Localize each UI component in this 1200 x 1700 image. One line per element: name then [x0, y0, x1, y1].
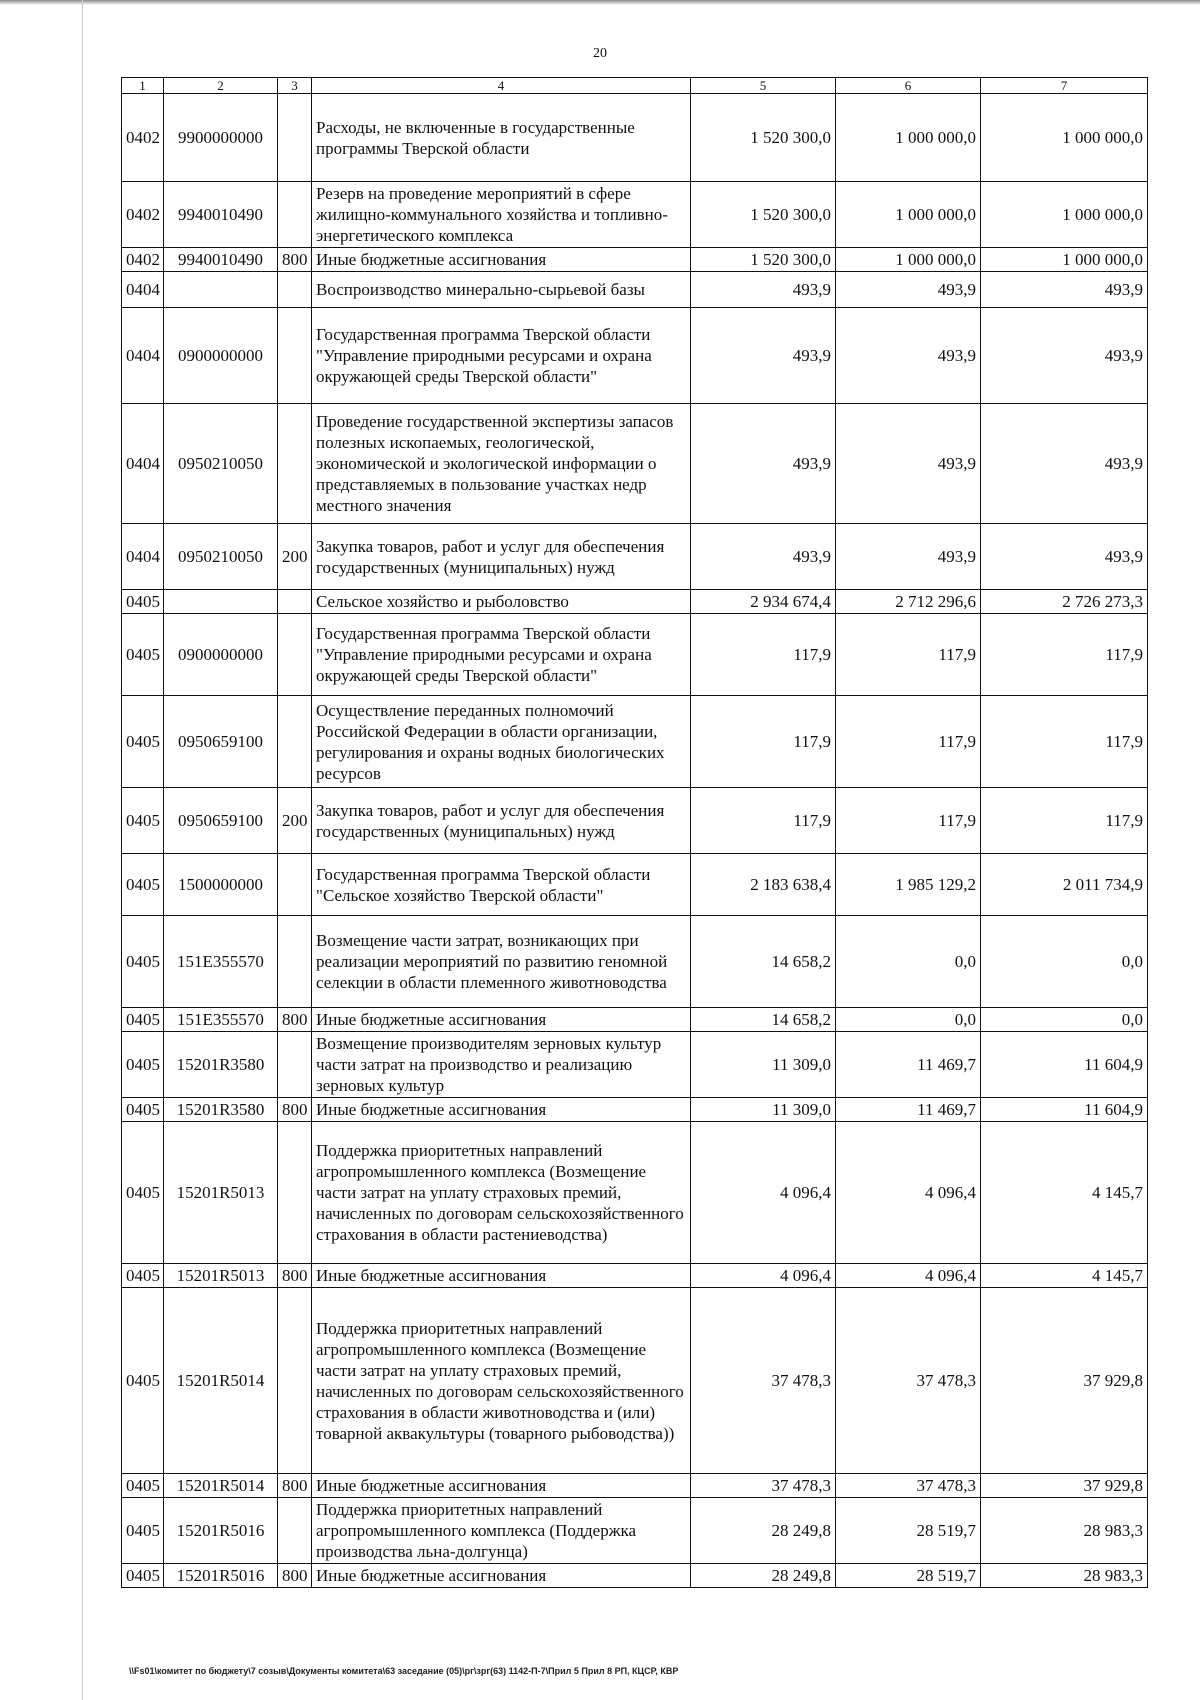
section-code: 0402 — [122, 248, 164, 272]
amount-year-3: 11 604,9 — [981, 1098, 1148, 1122]
amount-year-3: 0,0 — [981, 916, 1148, 1008]
table-row — [122, 248, 1148, 272]
table-row — [122, 94, 1148, 182]
target-article-code: 0950210050 — [164, 404, 278, 524]
expense-type-code — [278, 1288, 312, 1474]
amount-year-3: 117,9 — [981, 614, 1148, 696]
target-article-code — [164, 272, 278, 308]
amount-year-2: 0,0 — [836, 1008, 981, 1032]
amount-year-2: 493,9 — [836, 308, 981, 404]
amount-year-3: 117,9 — [981, 696, 1148, 788]
target-article-code: 15201R5014 — [164, 1288, 278, 1474]
section-code: 0402 — [122, 182, 164, 248]
amount-year-3: 1 000 000,0 — [981, 182, 1148, 248]
item-name: Осуществление переданных полномочий Российской Федерации в области организации, регулирования и охраны водных биологических ресурсов — [312, 696, 691, 788]
amount-year-2: 117,9 — [836, 614, 981, 696]
amount-year-1: 28 249,8 — [691, 1564, 836, 1588]
amount-year-2: 1 985 129,2 — [836, 854, 981, 916]
amount-year-1: 11 309,0 — [691, 1098, 836, 1122]
amount-year-2: 37 478,3 — [836, 1474, 981, 1498]
section-code: 0404 — [122, 272, 164, 308]
section-code: 0405 — [122, 1564, 164, 1588]
amount-year-3: 4 145,7 — [981, 1122, 1148, 1264]
amount-year-3: 2 726 273,3 — [981, 590, 1148, 614]
table-row — [122, 1008, 1148, 1032]
amount-year-1: 493,9 — [691, 524, 836, 590]
section-code: 0405 — [122, 696, 164, 788]
amount-year-2: 1 000 000,0 — [836, 94, 981, 182]
item-name: Воспроизводство минерально-сырьевой базы — [312, 272, 691, 308]
item-name: Сельское хозяйство и рыболовство — [312, 590, 691, 614]
item-name: Поддержка приоритетных направлений агропромышленного комплекса (Возмещение части затрат на уплату страховых премий, начисленных по договорам сельскохозяйственного страхования в области растениеводства) — [312, 1122, 691, 1264]
item-name: Резерв на проведение мероприятий в сфере жилищно-коммунального хозяйства и топливно-энергетического комплекса — [312, 182, 691, 248]
budget-table — [121, 77, 1148, 1588]
amount-year-1: 493,9 — [691, 404, 836, 524]
table-row — [122, 1122, 1148, 1264]
expense-type-code — [278, 94, 312, 182]
amount-year-1: 493,9 — [691, 272, 836, 308]
expense-type-code — [278, 182, 312, 248]
amount-year-1: 1 520 300,0 — [691, 182, 836, 248]
expense-type-code — [278, 1122, 312, 1264]
header-cell: 2 — [164, 78, 278, 94]
amount-year-3: 4 145,7 — [981, 1264, 1148, 1288]
amount-year-3: 0,0 — [981, 1008, 1148, 1032]
item-name: Закупка товаров, работ и услуг для обеспечения государственных (муниципальных) нужд — [312, 788, 691, 854]
target-article-code: 0900000000 — [164, 614, 278, 696]
table-row — [122, 272, 1148, 308]
target-article-code — [164, 590, 278, 614]
page-number: 20 — [593, 46, 607, 61]
amount-year-2: 493,9 — [836, 524, 981, 590]
table-row — [122, 696, 1148, 788]
amount-year-3: 493,9 — [981, 404, 1148, 524]
amount-year-2: 493,9 — [836, 404, 981, 524]
item-name: Государственная программа Тверской области "Управление природными ресурсами и охрана окружающей среды Тверской области" — [312, 614, 691, 696]
amount-year-3: 117,9 — [981, 788, 1148, 854]
item-name: Иные бюджетные ассигнования — [312, 1564, 691, 1588]
table-row — [122, 1288, 1148, 1474]
item-name: Иные бюджетные ассигнования — [312, 1264, 691, 1288]
item-name: Иные бюджетные ассигнования — [312, 1474, 691, 1498]
amount-year-2: 11 469,7 — [836, 1098, 981, 1122]
header-cell: 1 — [122, 78, 164, 94]
header-cell: 7 — [981, 78, 1148, 94]
expense-type-code — [278, 404, 312, 524]
expense-type-code: 800 — [278, 1264, 312, 1288]
table-row — [122, 1032, 1148, 1098]
amount-year-2: 4 096,4 — [836, 1122, 981, 1264]
table-row — [122, 590, 1148, 614]
item-name: Расходы, не включенные в государственные программы Тверской области — [312, 94, 691, 182]
amount-year-2: 2 712 296,6 — [836, 590, 981, 614]
item-name: Иные бюджетные ассигнования — [312, 248, 691, 272]
table-row — [122, 788, 1148, 854]
expense-type-code — [278, 1498, 312, 1564]
table-row — [122, 854, 1148, 916]
section-code: 0405 — [122, 1122, 164, 1264]
amount-year-1: 28 249,8 — [691, 1498, 836, 1564]
section-code: 0405 — [122, 614, 164, 696]
expense-type-code — [278, 590, 312, 614]
scan-edge-left — [82, 0, 83, 1700]
amount-year-3: 493,9 — [981, 524, 1148, 590]
expense-type-code — [278, 308, 312, 404]
item-name: Возмещение производителям зерновых культур части затрат на производство и реализацию зерновых культур — [312, 1032, 691, 1098]
expense-type-code: 800 — [278, 1564, 312, 1588]
amount-year-2: 1 000 000,0 — [836, 182, 981, 248]
target-article-code: 151E355570 — [164, 1008, 278, 1032]
table-row — [122, 1564, 1148, 1588]
amount-year-3: 37 929,8 — [981, 1288, 1148, 1474]
target-article-code: 9940010490 — [164, 182, 278, 248]
expense-type-code: 800 — [278, 1098, 312, 1122]
amount-year-2: 4 096,4 — [836, 1264, 981, 1288]
table-row — [122, 1264, 1148, 1288]
target-article-code: 9900000000 — [164, 94, 278, 182]
target-article-code: 15201R5013 — [164, 1264, 278, 1288]
amount-year-1: 1 520 300,0 — [691, 94, 836, 182]
header-cell: 3 — [278, 78, 312, 94]
amount-year-1: 117,9 — [691, 788, 836, 854]
amount-year-1: 4 096,4 — [691, 1122, 836, 1264]
target-article-code: 15201R5013 — [164, 1122, 278, 1264]
target-article-code: 15201R3580 — [164, 1032, 278, 1098]
expense-type-code — [278, 696, 312, 788]
amount-year-3: 1 000 000,0 — [981, 248, 1148, 272]
target-article-code: 15201R3580 — [164, 1098, 278, 1122]
item-name: Государственная программа Тверской области "Управление природными ресурсами и охрана окружающей среды Тверской области" — [312, 308, 691, 404]
amount-year-1: 4 096,4 — [691, 1264, 836, 1288]
amount-year-1: 14 658,2 — [691, 1008, 836, 1032]
amount-year-3: 1 000 000,0 — [981, 94, 1148, 182]
target-article-code: 9940010490 — [164, 248, 278, 272]
header-row — [122, 78, 1148, 94]
table-row — [122, 524, 1148, 590]
table-row — [122, 308, 1148, 404]
item-name: Иные бюджетные ассигнования — [312, 1098, 691, 1122]
amount-year-3: 11 604,9 — [981, 1032, 1148, 1098]
amount-year-3: 493,9 — [981, 272, 1148, 308]
amount-year-2: 37 478,3 — [836, 1288, 981, 1474]
expense-type-code — [278, 854, 312, 916]
section-code: 0405 — [122, 1008, 164, 1032]
table-row — [122, 916, 1148, 1008]
amount-year-2: 28 519,7 — [836, 1564, 981, 1588]
amount-year-1: 1 520 300,0 — [691, 248, 836, 272]
table-row — [122, 404, 1148, 524]
target-article-code: 0950210050 — [164, 524, 278, 590]
amount-year-2: 117,9 — [836, 788, 981, 854]
expense-type-code — [278, 916, 312, 1008]
section-code: 0405 — [122, 1474, 164, 1498]
amount-year-1: 117,9 — [691, 696, 836, 788]
table-row — [122, 1498, 1148, 1564]
target-article-code: 151E355570 — [164, 916, 278, 1008]
expense-type-code — [278, 272, 312, 308]
amount-year-1: 2 934 674,4 — [691, 590, 836, 614]
amount-year-2: 11 469,7 — [836, 1032, 981, 1098]
expense-type-code: 800 — [278, 1474, 312, 1498]
amount-year-2: 28 519,7 — [836, 1498, 981, 1564]
section-code: 0405 — [122, 1032, 164, 1098]
section-code: 0405 — [122, 1498, 164, 1564]
table-row — [122, 614, 1148, 696]
section-code: 0405 — [122, 1288, 164, 1474]
item-name: Закупка товаров, работ и услуг для обеспечения государственных (муниципальных) нужд — [312, 524, 691, 590]
header-cell: 5 — [691, 78, 836, 94]
expense-type-code: 200 — [278, 788, 312, 854]
amount-year-3: 28 983,3 — [981, 1564, 1148, 1588]
expense-type-code — [278, 614, 312, 696]
table-row — [122, 1098, 1148, 1122]
amount-year-2: 0,0 — [836, 916, 981, 1008]
expense-type-code: 800 — [278, 1008, 312, 1032]
table-row — [122, 182, 1148, 248]
amount-year-3: 493,9 — [981, 308, 1148, 404]
target-article-code: 15201R5016 — [164, 1498, 278, 1564]
section-code: 0405 — [122, 854, 164, 916]
amount-year-2: 1 000 000,0 — [836, 248, 981, 272]
section-code: 0405 — [122, 590, 164, 614]
amount-year-1: 117,9 — [691, 614, 836, 696]
amount-year-3: 2 011 734,9 — [981, 854, 1148, 916]
section-code: 0404 — [122, 308, 164, 404]
item-name: Поддержка приоритетных направлений агропромышленного комплекса (Поддержка производства льна-долгунца) — [312, 1498, 691, 1564]
section-code: 0404 — [122, 404, 164, 524]
item-name: Поддержка приоритетных направлений агропромышленного комплекса (Возмещение части затрат на уплату страховых премий, начисленных по договорам сельскохозяйственного страхования в области животноводства и (или) товарной аквакультуры (товарного рыбоводства)) — [312, 1288, 691, 1474]
expense-type-code — [278, 1032, 312, 1098]
amount-year-1: 11 309,0 — [691, 1032, 836, 1098]
expense-type-code: 800 — [278, 248, 312, 272]
item-name: Государственная программа Тверской области "Сельское хозяйство Тверской области" — [312, 854, 691, 916]
amount-year-2: 493,9 — [836, 272, 981, 308]
section-code: 0402 — [122, 94, 164, 182]
amount-year-1: 37 478,3 — [691, 1288, 836, 1474]
header-cell: 6 — [836, 78, 981, 94]
amount-year-1: 2 183 638,4 — [691, 854, 836, 916]
amount-year-3: 37 929,8 — [981, 1474, 1148, 1498]
target-article-code: 0950659100 — [164, 696, 278, 788]
target-article-code: 0950659100 — [164, 788, 278, 854]
amount-year-1: 493,9 — [691, 308, 836, 404]
section-code: 0405 — [122, 916, 164, 1008]
item-name: Возмещение части затрат, возникающих при реализации мероприятий по развитию геномной селекции в области племенного животноводства — [312, 916, 691, 1008]
expense-type-code: 200 — [278, 524, 312, 590]
section-code: 0404 — [122, 524, 164, 590]
target-article-code: 1500000000 — [164, 854, 278, 916]
amount-year-2: 117,9 — [836, 696, 981, 788]
scan-edge-top — [0, 0, 1200, 5]
section-code: 0405 — [122, 788, 164, 854]
section-code: 0405 — [122, 1098, 164, 1122]
item-name: Иные бюджетные ассигнования — [312, 1008, 691, 1032]
target-article-code: 15201R5016 — [164, 1564, 278, 1588]
table-row — [122, 1474, 1148, 1498]
item-name: Проведение государственной экспертизы запасов полезных ископаемых, геологической, экономической и экологической информации о представляемых в пользование участках недр местного значения — [312, 404, 691, 524]
section-code: 0405 — [122, 1264, 164, 1288]
header-cell: 4 — [312, 78, 691, 94]
amount-year-1: 14 658,2 — [691, 916, 836, 1008]
target-article-code: 15201R5014 — [164, 1474, 278, 1498]
footer-file-path: \\Fs01\комитет по бюджету\7 созыв\Документы комитета\63 заседание (05)\рг\зрг(63) 1142-П-7\Прил 5 Прил 8 РП, КЦСР, КВР — [129, 1666, 679, 1676]
amount-year-1: 37 478,3 — [691, 1474, 836, 1498]
amount-year-3: 28 983,3 — [981, 1498, 1148, 1564]
target-article-code: 0900000000 — [164, 308, 278, 404]
